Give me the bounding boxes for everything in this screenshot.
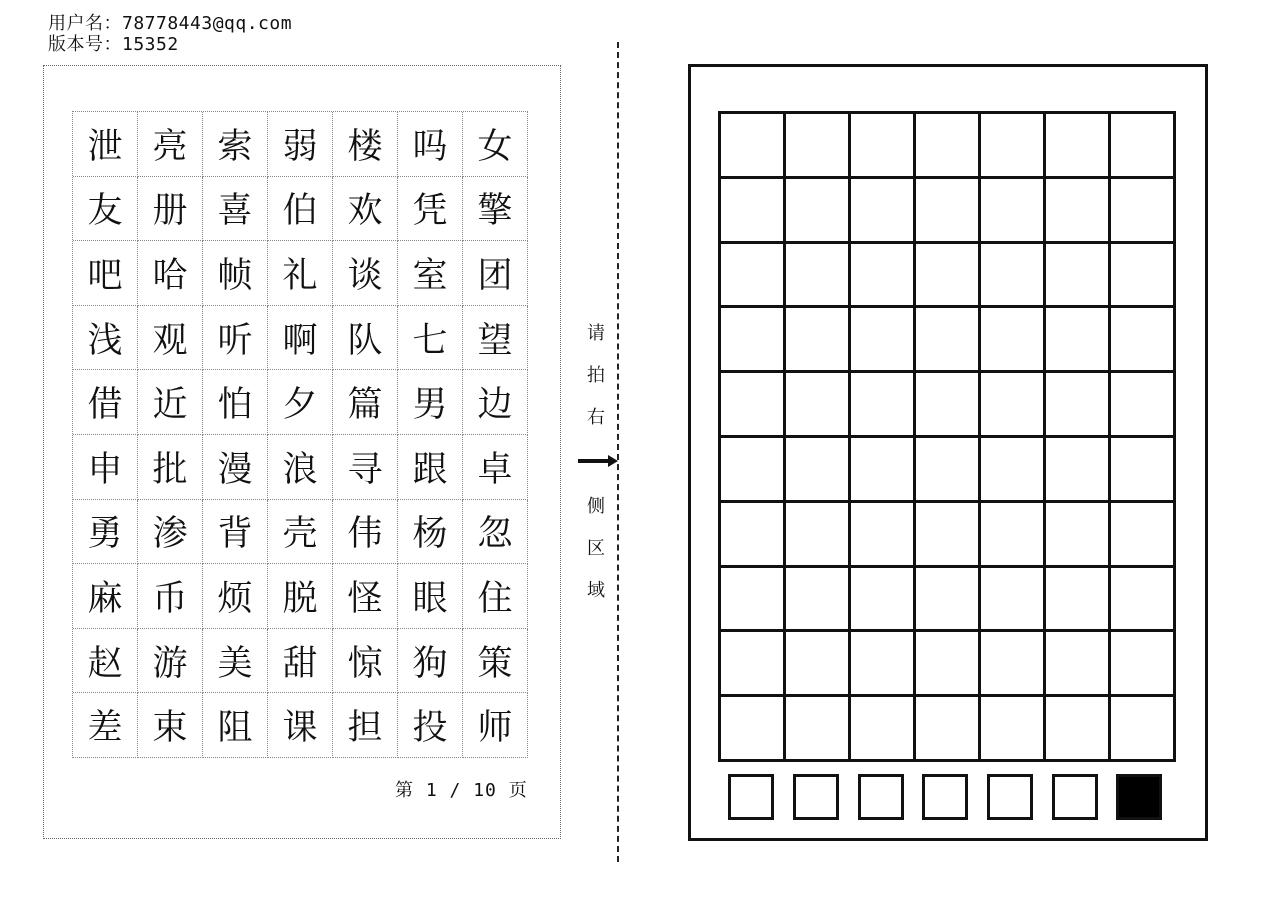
page-separator: / <box>449 780 462 801</box>
character-cell: 甜 <box>268 629 333 694</box>
arrow-right-icon <box>578 459 610 463</box>
character-cell: 礼 <box>268 241 333 306</box>
answer-cell <box>981 308 1046 373</box>
character-cell: 谈 <box>333 241 398 306</box>
version-value: 15352 <box>122 34 179 55</box>
character-cell: 团 <box>463 241 528 306</box>
character-cell: 怕 <box>203 370 268 435</box>
character-cell: 师 <box>463 693 528 758</box>
answer-cell <box>851 373 916 438</box>
character-cell: 泄 <box>73 112 138 177</box>
answer-cell <box>786 244 851 309</box>
hint-bottom <box>584 486 608 612</box>
character-cell: 忽 <box>463 500 528 565</box>
answer-cell <box>851 179 916 244</box>
answer-cell <box>786 568 851 633</box>
answer-cell <box>786 503 851 568</box>
answer-cell <box>1046 114 1111 179</box>
answer-cell <box>916 632 981 697</box>
hint-char: 侧 <box>587 496 605 517</box>
character-cell: 担 <box>333 693 398 758</box>
character-cell: 币 <box>138 564 203 629</box>
character-cell: 边 <box>463 370 528 435</box>
username-label: 用户名： <box>48 13 122 34</box>
character-cell: 跟 <box>398 435 463 500</box>
answer-cell <box>1046 308 1111 373</box>
answer-cell <box>1111 697 1176 762</box>
answer-cell <box>981 179 1046 244</box>
answer-cell <box>981 632 1046 697</box>
answer-cell <box>1046 373 1111 438</box>
character-cell: 束 <box>138 693 203 758</box>
marker-box <box>922 774 968 820</box>
character-cell: 伟 <box>333 500 398 565</box>
answer-cell <box>1111 632 1176 697</box>
page-indicator <box>395 776 528 802</box>
answer-cell <box>1046 632 1111 697</box>
answer-cell <box>851 244 916 309</box>
character-cell: 惊 <box>333 629 398 694</box>
answer-cell <box>916 503 981 568</box>
character-cell: 差 <box>73 693 138 758</box>
answer-cell <box>851 438 916 503</box>
character-cell: 篇 <box>333 370 398 435</box>
answer-cell <box>981 114 1046 179</box>
answer-cell <box>721 179 786 244</box>
marker-box <box>728 774 774 820</box>
answer-cell <box>721 503 786 568</box>
character-cell: 望 <box>463 306 528 371</box>
answer-cell <box>1111 244 1176 309</box>
character-cell: 帧 <box>203 241 268 306</box>
answer-cell <box>916 179 981 244</box>
answer-cell <box>786 438 851 503</box>
character-cell: 策 <box>463 629 528 694</box>
character-cell: 友 <box>73 177 138 242</box>
answer-cell <box>721 373 786 438</box>
character-cell: 课 <box>268 693 333 758</box>
character-cell: 阻 <box>203 693 268 758</box>
answer-cell <box>1046 503 1111 568</box>
marker-box <box>987 774 1033 820</box>
character-cell: 册 <box>138 177 203 242</box>
answer-cell <box>1111 308 1176 373</box>
answer-cell <box>916 438 981 503</box>
answer-cell <box>851 568 916 633</box>
answer-cell <box>721 308 786 373</box>
marker-box <box>1052 774 1098 820</box>
answer-cell <box>981 438 1046 503</box>
answer-cell <box>1111 568 1176 633</box>
character-cell: 喜 <box>203 177 268 242</box>
character-cell: 男 <box>398 370 463 435</box>
character-cell: 脱 <box>268 564 333 629</box>
answer-cell <box>786 308 851 373</box>
answer-cell <box>981 244 1046 309</box>
character-cell: 批 <box>138 435 203 500</box>
answer-cell <box>721 568 786 633</box>
character-cell: 听 <box>203 306 268 371</box>
character-cell: 索 <box>203 112 268 177</box>
username-line <box>48 13 292 34</box>
answer-cell <box>786 114 851 179</box>
character-cell: 队 <box>333 306 398 371</box>
character-cell: 游 <box>138 629 203 694</box>
answer-cell <box>786 632 851 697</box>
hint-char: 请 <box>587 323 605 344</box>
answer-cell <box>786 179 851 244</box>
character-cell: 怪 <box>333 564 398 629</box>
answer-cell <box>851 632 916 697</box>
character-cell: 眼 <box>398 564 463 629</box>
hint-char: 域 <box>587 580 605 601</box>
page-total: 10 <box>473 780 497 801</box>
arrow-head-icon <box>608 455 618 467</box>
character-cell: 赵 <box>73 629 138 694</box>
answer-cell <box>916 114 981 179</box>
answer-cell <box>1046 438 1111 503</box>
character-cell: 勇 <box>73 500 138 565</box>
character-cell: 哈 <box>138 241 203 306</box>
answer-cell <box>1111 114 1176 179</box>
character-cell: 背 <box>203 500 268 565</box>
answer-cell <box>981 373 1046 438</box>
character-cell: 七 <box>398 306 463 371</box>
answer-cell <box>1046 244 1111 309</box>
character-cell: 啊 <box>268 306 333 371</box>
character-cell: 亮 <box>138 112 203 177</box>
cut-line <box>617 42 619 862</box>
character-cell: 投 <box>398 693 463 758</box>
character-cell: 渗 <box>138 500 203 565</box>
character-cell: 近 <box>138 370 203 435</box>
answer-cell <box>1111 438 1176 503</box>
character-cell: 弱 <box>268 112 333 177</box>
marker-box <box>858 774 904 820</box>
character-cell: 浅 <box>73 306 138 371</box>
character-cell: 女 <box>463 112 528 177</box>
page-prefix: 第 <box>395 780 414 801</box>
answer-cell <box>916 308 981 373</box>
hint-char: 区 <box>587 538 605 559</box>
character-cell: 烦 <box>203 564 268 629</box>
answer-cell <box>1111 373 1176 438</box>
character-cell: 卓 <box>463 435 528 500</box>
answer-cell <box>981 568 1046 633</box>
character-cell: 杨 <box>398 500 463 565</box>
character-cell: 狗 <box>398 629 463 694</box>
character-cell: 住 <box>463 564 528 629</box>
character-cell: 室 <box>398 241 463 306</box>
hint-top <box>584 313 608 439</box>
answer-cell <box>1046 697 1111 762</box>
filled-marker-box <box>1116 774 1162 820</box>
answer-cell <box>721 438 786 503</box>
answer-cell <box>916 697 981 762</box>
character-cell: 浪 <box>268 435 333 500</box>
character-cell: 吗 <box>398 112 463 177</box>
page-current: 1 <box>425 780 438 801</box>
answer-cell <box>851 308 916 373</box>
answer-cell <box>981 503 1046 568</box>
answer-cell <box>916 373 981 438</box>
answer-cell <box>916 244 981 309</box>
character-cell: 借 <box>73 370 138 435</box>
character-cell: 观 <box>138 306 203 371</box>
answer-cell <box>1046 179 1111 244</box>
character-cell: 美 <box>203 629 268 694</box>
character-cell: 夕 <box>268 370 333 435</box>
answer-cell <box>721 697 786 762</box>
answer-cell <box>786 697 851 762</box>
answer-cell <box>1111 503 1176 568</box>
username-value: 78778443@qq.com <box>122 13 293 34</box>
answer-cell <box>721 244 786 309</box>
version-line <box>48 34 179 55</box>
answer-cell <box>1111 179 1176 244</box>
character-cell: 伯 <box>268 177 333 242</box>
character-cell: 吧 <box>73 241 138 306</box>
character-cell: 凭 <box>398 177 463 242</box>
character-cell: 楼 <box>333 112 398 177</box>
answer-cell <box>851 697 916 762</box>
answer-cell <box>1046 568 1111 633</box>
answer-cell <box>916 568 981 633</box>
character-cell: 擎 <box>463 177 528 242</box>
answer-cell <box>851 503 916 568</box>
character-grid <box>72 111 528 758</box>
answer-cell <box>851 114 916 179</box>
character-cell: 寻 <box>333 435 398 500</box>
character-cell: 漫 <box>203 435 268 500</box>
answer-cell <box>721 632 786 697</box>
answer-cell <box>981 697 1046 762</box>
answer-cell <box>786 373 851 438</box>
character-cell: 麻 <box>73 564 138 629</box>
page-suffix: 页 <box>508 780 528 801</box>
version-label: 版本号： <box>48 34 122 55</box>
answer-cell <box>721 114 786 179</box>
answer-grid <box>718 111 1176 762</box>
character-cell: 申 <box>73 435 138 500</box>
character-cell: 欢 <box>333 177 398 242</box>
character-cell: 壳 <box>268 500 333 565</box>
hint-char: 右 <box>587 407 605 428</box>
marker-box <box>793 774 839 820</box>
hint-char: 拍 <box>587 365 605 386</box>
